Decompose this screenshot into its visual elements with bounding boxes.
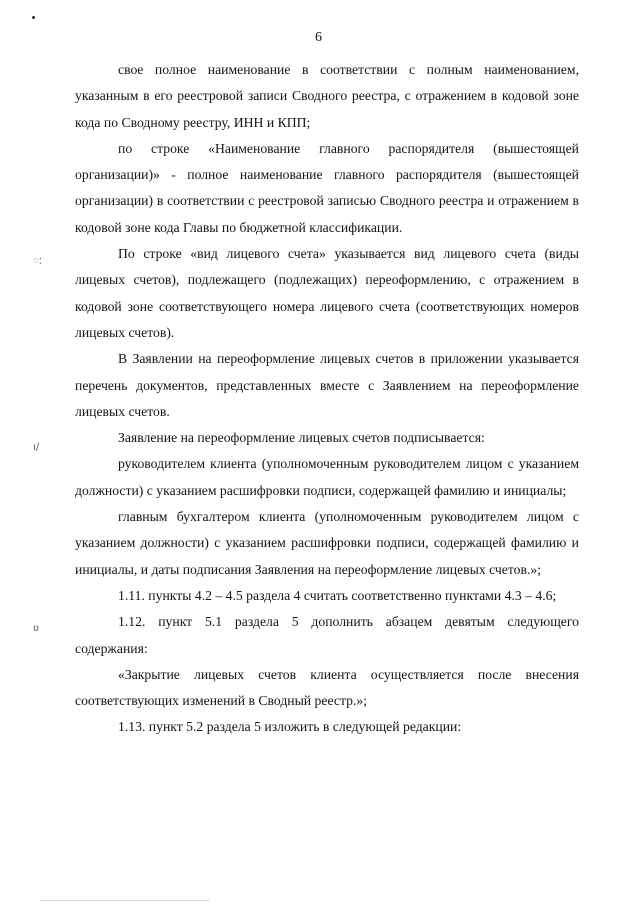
page-number: 6 — [315, 30, 322, 45]
paragraph-chief-manager: по строке «Наименование главного распорядителя (вышестоящей организации)» - полное наименование главного распорядителя (вышестоящей организации) в соответствии с реестровой записью Сводного реестра и отражением в кодовой зоне кода Главы по бюджетной классификации. — [75, 140, 579, 235]
scan-mark-dot — [32, 16, 35, 19]
paragraph-account-closing: «Закрытие лицевых счетов клиента осуществляется после внесения соответствующих изменений в Сводный реестр.»; — [75, 666, 579, 709]
scan-mark: ʋ — [33, 623, 39, 634]
paragraph-item-1-12: 1.12. пункт 5.1 раздела 5 дополнить абзацем девятым следующего содержания: — [75, 614, 579, 656]
paragraph-accountant-signature: главным бухгалтером клиента (уполномоченным руководителем лицом с указанием должности) с указанием расшифровки подписи, содержащей фамилию и инициалы, и даты подписания Заявления на переоформление лицевых счетов.»; — [75, 509, 579, 577]
paragraph-item-1-13: 1.13. пункт 5.2 раздела 5 изложить в следующей редакции: — [118, 719, 462, 735]
paragraph-signed-by: Заявление на переоформление лицевых счетов подписывается: — [118, 430, 485, 446]
paragraph-document-list: В Заявлении на переоформление лицевых счетов в приложении указывается перечень документов, представленных вместе с Заявлением на переоформление лицевых счетов. — [75, 351, 579, 419]
paragraph-item-1-11: 1.11. пункты 4.2 – 4.5 раздела 4 считать соответственно пунктами 4.3 – 4.6; — [118, 587, 557, 603]
paragraph-head-signature: руководителем клиента (уполномоченным руководителем лицом с указанием должности) с указанием расшифровки подписи, содержащей фамилию и инициалы; — [75, 456, 579, 498]
scan-edge-line — [40, 900, 210, 901]
paragraph-full-name: своe полное наименование в соответствии с полным наименованием, указанным в его реестровой записи Сводного реестра, с отражением в кодовой зоне кода по Сводному реестру, ИНН и КПП; — [75, 62, 579, 130]
paragraph-account-type: По строке «вид лицевого счета» указывается вид лицевого счета (виды лицевых счетов), подлежащего (подлежащих) переоформлению, с отражением в кодовой зоне соответствующего номера лицевого счета (соответствующих номеров лицевых счетов). — [75, 246, 579, 340]
document-body — [75, 57, 579, 741]
scan-mark: ៈ — [33, 256, 42, 267]
scan-mark: ı/ — [33, 442, 40, 453]
